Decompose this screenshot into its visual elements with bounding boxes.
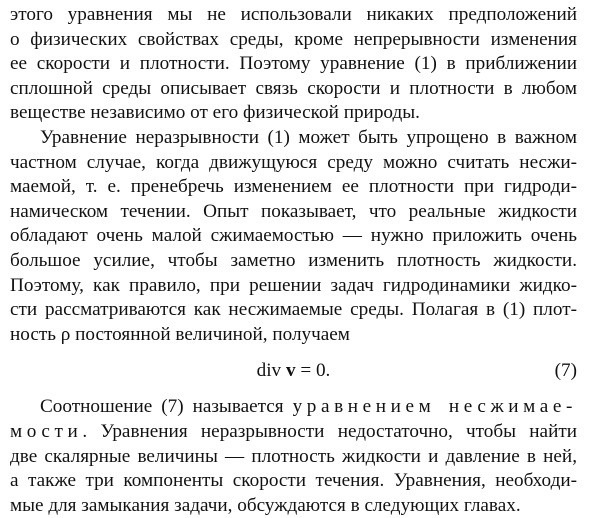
equation-prefix: div <box>256 360 286 382</box>
equation-body <box>10 347 577 395</box>
paragraph-1 <box>10 3 577 126</box>
text-line <box>10 395 577 420</box>
paragraph-3 <box>10 395 577 518</box>
spaced-term: мости <box>10 420 83 442</box>
text-line: ее скорости и плотности. Поэтому уравнение (1) в приближении <box>10 53 577 75</box>
text-line: сти рассматриваются как несжимаемые среды. Полагая в (1) плот- <box>10 299 577 321</box>
equation-7 <box>10 347 577 395</box>
text-line: маемой, т. е. пренебречь изменением ее плотности при гидроди- <box>10 176 577 198</box>
text-line: веществе независимо от его физической природы. <box>10 102 420 124</box>
text-line: о физических свойствах среды, кроме непрерывности изменения <box>10 28 577 50</box>
equation-vector: v <box>285 360 296 382</box>
text-line: мые для замыкания задачи, обсуждаются в следующих главах. <box>10 494 521 516</box>
text-line: частном случае, когда движущуюся среду можно считать несжи- <box>10 151 577 173</box>
text-line <box>10 420 577 445</box>
text-line: большое усилие, чтобы заметно изменить плотность жидкости. <box>10 249 577 271</box>
paragraph-2 <box>10 126 577 347</box>
text-line: этого уравнения мы не использовали никаких предположений <box>10 4 577 25</box>
spaced-term: уравнением несжимае- <box>292 396 577 418</box>
text-run: . Уравнения неразрывности недостаточно, чтобы найти <box>82 420 577 442</box>
equation-number: (7) <box>554 360 577 382</box>
text-line: намическом течении. Опыт показывает, что реальные жидкости <box>10 200 577 222</box>
text-line: ность ρ постоянной величиной, получаем <box>10 323 350 345</box>
text-line: а также три компоненты скорости течения. Уравнения, необходи- <box>10 470 577 492</box>
text-line: Уравнение неразрывности (1) может быть упрощено в важном <box>40 126 577 148</box>
text-line: две скалярные величины — плотность жидкости и давление в ней, <box>10 445 577 467</box>
text-line: обладают очень малой сжимаемостью — нужно приложить очень <box>10 225 577 247</box>
text-line: сплошной среды описывает связь скорости и плотности в любом <box>10 77 577 99</box>
text-run: Соотношение (7) называется <box>40 396 293 418</box>
equation-suffix: = 0. <box>295 360 331 382</box>
text-line: Поэтому, как правило, при решении задач гидродинамики жидко- <box>10 274 577 296</box>
